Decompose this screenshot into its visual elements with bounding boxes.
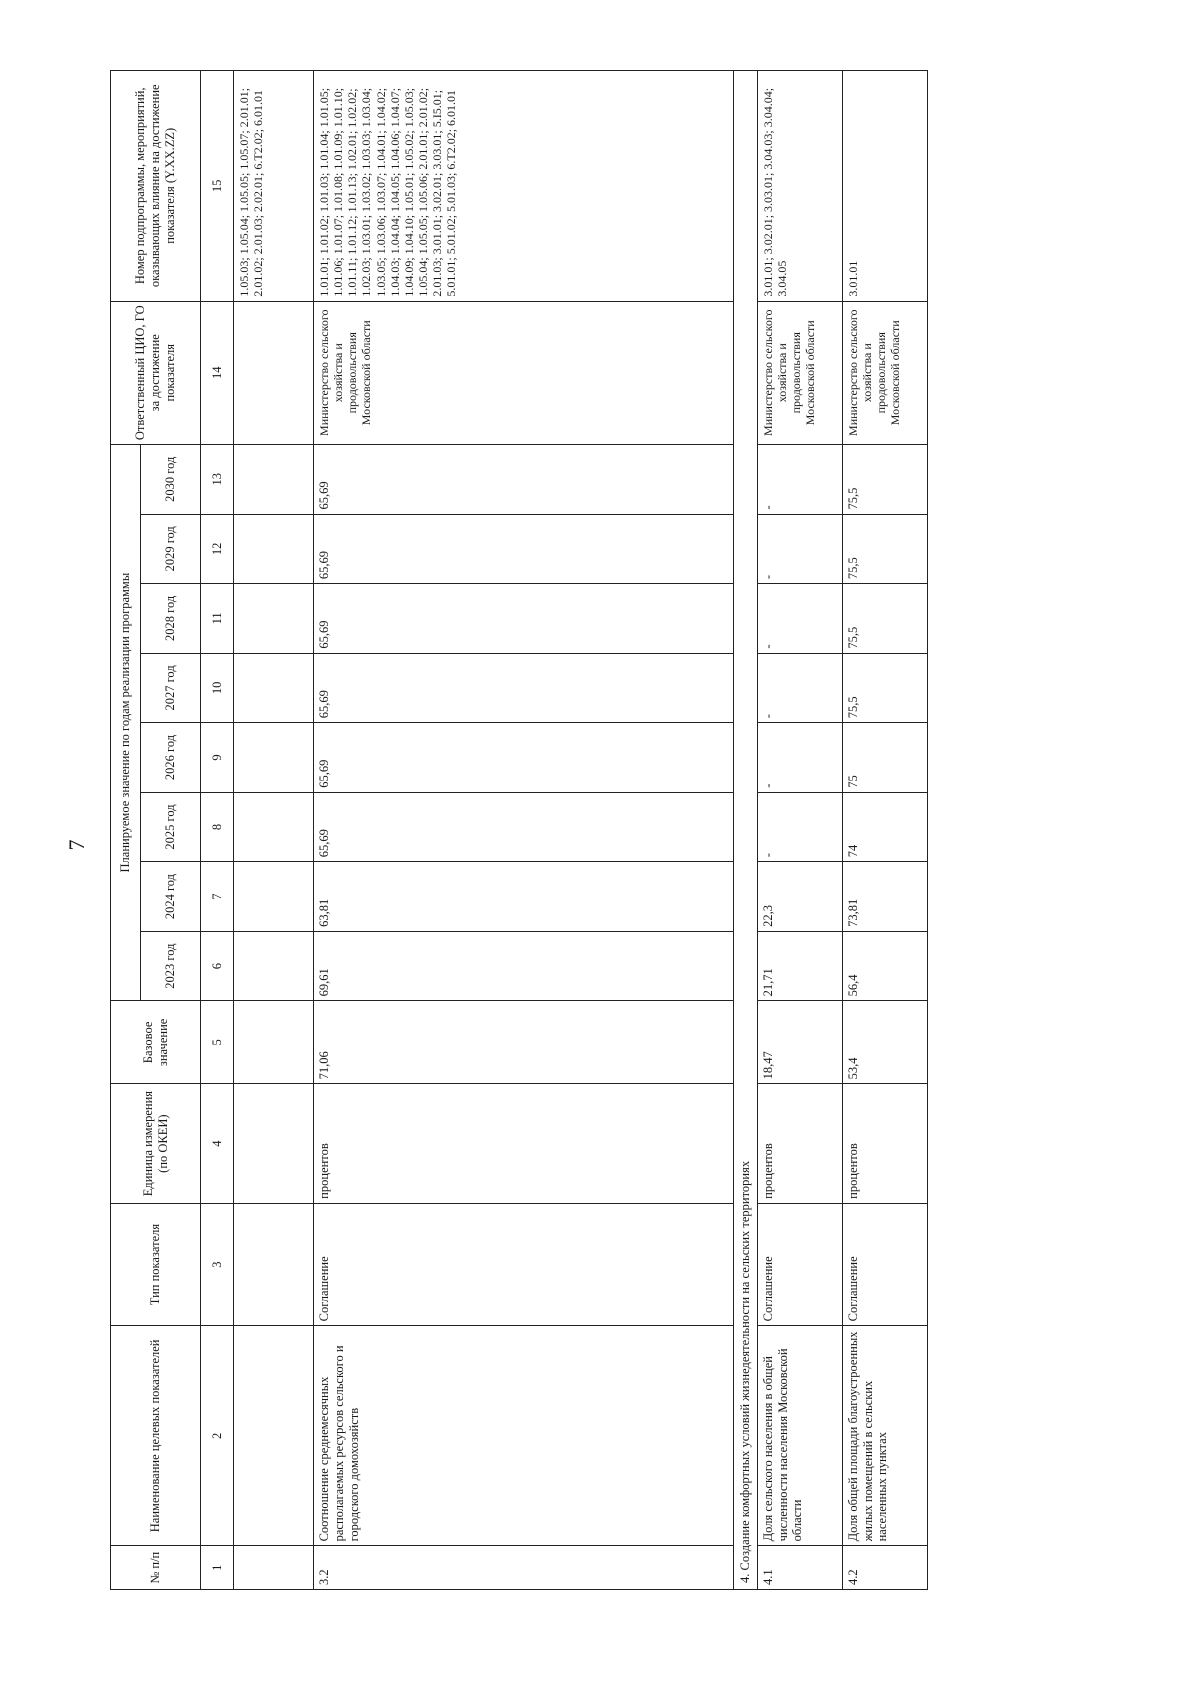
header-year: 2027 год: [141, 653, 201, 723]
column-number-row: [201, 71, 234, 1590]
planned-value: -: [757, 514, 842, 584]
column-number: 4: [201, 1084, 234, 1203]
responsible-agency: Министерство сельского хозяйства и продовольствия Московской области: [757, 301, 842, 444]
indicator-unit: процентов: [314, 1084, 734, 1203]
indicator-number: 4.1: [757, 1546, 842, 1590]
indicator-unit: процентов: [757, 1084, 842, 1203]
base-value: 18,47: [757, 1001, 842, 1084]
empty-cell: [234, 723, 314, 793]
indicator-name: Доля сельского населения в общей численности населения Московской области: [757, 1326, 842, 1546]
indicator-table-sheet: [110, 70, 1110, 1590]
header-year: 2029 год: [141, 514, 201, 584]
section-title: 4. Создание комфортных условий жизнедеятельности на сельских территориях: [734, 71, 758, 1590]
column-number: 15: [201, 71, 234, 302]
empty-cell: [234, 514, 314, 584]
empty-cell: [234, 444, 314, 514]
indicator-unit: процентов: [842, 1084, 927, 1203]
column-number: 12: [201, 514, 234, 584]
empty-cell: [234, 301, 314, 444]
empty-cell: [234, 1326, 314, 1546]
planned-value: 63,81: [314, 862, 734, 932]
planned-value: 22,3: [757, 862, 842, 932]
program-numbers-cell: 1.01.01; 1.01.02; 1.01.03; 1.01.04; 1.01.05; 1.01.06; 1.01.07; 1.01.08; 1.01.09; 1.01.10; 1.01.11; 1.01.12; 1.01.13; 1.02.01; 1.02.02; 1.02.03; 1.03.01; 1.03.02; 1.03.03; 1.03.04; 1.03.05; 1.03.06; 1.03.07; 1.04.01; 1.04.02; 1.04.03; 1.04.04; 1.04.05; 1.04.06; 1.04.07; 1.04.09; 1.04.10; 1.05.01; 1.05.02; 1.05.03; 1.05.04; 1.05.05; 1.05.06; 2.01.01; 2.01.02; 2.01.03; 3.01.01; 3.02.01; 3.03.01; 5.I5.01; 5.01.01; 5.01.02; 5.01.03; 6.Т2.02; 6.01.01: [314, 71, 734, 302]
planned-value: -: [757, 723, 842, 793]
header-program-numbers: Номер подпрограммы, мероприятий, оказывающих влияние на достижение показателя (Y.XX.ZZ): [111, 71, 201, 302]
column-number: 3: [201, 1203, 234, 1326]
empty-cell: [234, 1001, 314, 1084]
target-indicators-table: [110, 70, 928, 1590]
column-number: 6: [201, 931, 234, 1001]
empty-cell: [234, 931, 314, 1001]
column-number: 9: [201, 723, 234, 793]
planned-value: -: [757, 444, 842, 514]
planned-value: 56,4: [842, 931, 927, 1001]
column-number: 2: [201, 1326, 234, 1546]
planned-value: 73,81: [842, 862, 927, 932]
responsible-agency: Министерство сельского хозяйства и продовольствия Московской области: [314, 301, 734, 444]
indicator-row: [842, 71, 927, 1590]
planned-value: 69,61: [314, 931, 734, 1001]
planned-value: 65,69: [314, 792, 734, 862]
empty-cell: [234, 862, 314, 932]
planned-value: 65,69: [314, 653, 734, 723]
header-indicator-type: Тип показателя: [111, 1203, 201, 1326]
base-value: 53,4: [842, 1001, 927, 1084]
column-number: 5: [201, 1001, 234, 1084]
planned-value: 75,5: [842, 444, 927, 514]
empty-cell: [234, 1084, 314, 1203]
planned-value: 65,69: [314, 723, 734, 793]
empty-cell: [234, 584, 314, 654]
header-year: 2023 год: [141, 931, 201, 1001]
indicator-type: Соглашение: [314, 1203, 734, 1326]
header-responsible: Ответственный ЦИО, ГО за достижение показателя: [111, 301, 201, 444]
header-indicator-name: Наименование целевых показателей: [111, 1326, 201, 1546]
planned-value: 75,5: [842, 653, 927, 723]
column-number: 13: [201, 444, 234, 514]
planned-value: 65,69: [314, 514, 734, 584]
page-number: 7: [64, 839, 89, 851]
header-number: № п/п: [111, 1546, 201, 1590]
carry-over-row: [234, 71, 314, 1590]
planned-value: 74: [842, 792, 927, 862]
indicator-name: Доля общей площади благоустроенных жилых помещений в сельских населенных пунктах: [842, 1326, 927, 1546]
planned-value: 65,69: [314, 584, 734, 654]
planned-value: 75,5: [842, 584, 927, 654]
section-row: [734, 71, 758, 1590]
column-number: 1: [201, 1546, 234, 1590]
empty-cell: [234, 1546, 314, 1590]
column-number: 10: [201, 653, 234, 723]
responsible-agency: Министерство сельского хозяйства и продовольствия Московской области: [842, 301, 927, 444]
indicator-type: Соглашение: [842, 1203, 927, 1326]
planned-value: -: [757, 653, 842, 723]
empty-cell: [234, 792, 314, 862]
column-number: 14: [201, 301, 234, 444]
empty-cell: [234, 653, 314, 723]
header-year: 2030 год: [141, 444, 201, 514]
program-numbers-cell: 1.05.03; 1.05.04; 1.05.05; 1.05.07; 2.01.01; 2.01.02; 2.01.03; 2.02.01; 6.Т2.02; 6.01.01: [234, 71, 314, 302]
indicator-name: Соотношение среднемесячных располагаемых ресурсов сельского и городского домохозяйств: [314, 1326, 734, 1546]
indicator-number: 3.2: [314, 1546, 734, 1590]
header-row-1: [111, 71, 141, 1590]
base-value: 71,06: [314, 1001, 734, 1084]
planned-value: 65,69: [314, 444, 734, 514]
planned-value: -: [757, 792, 842, 862]
planned-value: 21,71: [757, 931, 842, 1001]
header-year: 2025 год: [141, 792, 201, 862]
program-numbers-cell: 3.01.01: [842, 71, 927, 302]
program-numbers-cell: 3.01.01; 3.02.01; 3.03.01; 3.04.03; 3.04.04; 3.04.05: [757, 71, 842, 302]
header-unit: Единица измерения (по ОКЕИ): [111, 1084, 201, 1203]
header-planned-values-group: Планируемое значение по годам реализации программы: [111, 444, 141, 1001]
planned-value: -: [757, 584, 842, 654]
indicator-type: Соглашение: [757, 1203, 842, 1326]
column-number: 7: [201, 862, 234, 932]
header-year: 2028 год: [141, 584, 201, 654]
indicator-row: [314, 71, 734, 1590]
planned-value: 75: [842, 723, 927, 793]
header-year: 2024 год: [141, 862, 201, 932]
column-number: 8: [201, 792, 234, 862]
header-base-value: Базовое значение: [111, 1001, 201, 1084]
planned-value: 75,5: [842, 514, 927, 584]
header-year: 2026 год: [141, 723, 201, 793]
empty-cell: [234, 1203, 314, 1326]
indicator-number: 4.2: [842, 1546, 927, 1590]
column-number: 11: [201, 584, 234, 654]
indicator-row: [757, 71, 842, 1590]
